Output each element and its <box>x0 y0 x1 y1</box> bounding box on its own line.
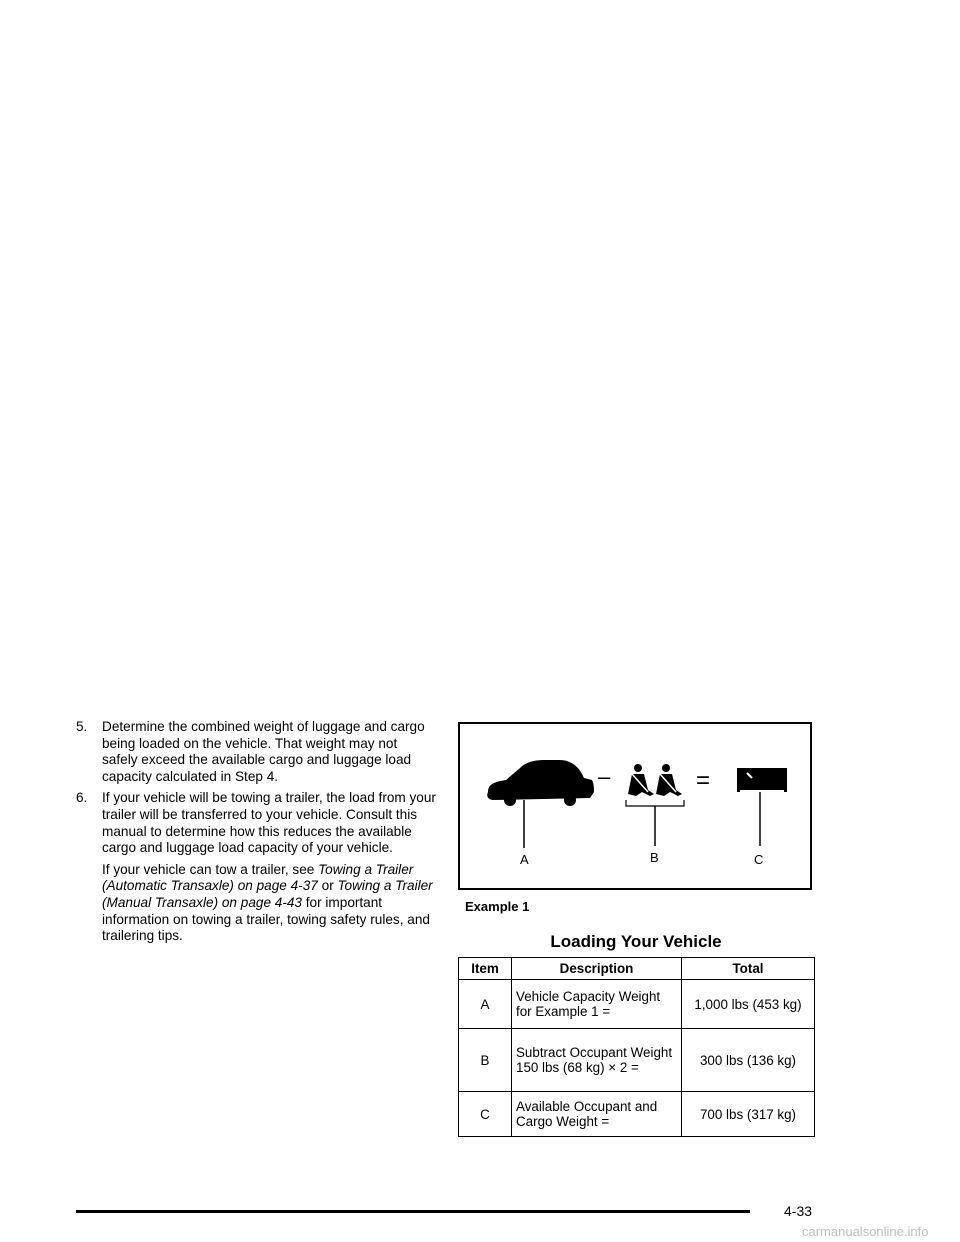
step-6 <box>76 790 436 944</box>
watermark: carmanualsonline.info <box>802 1224 929 1239</box>
page-number: 4-33 <box>784 1203 813 1219</box>
row-total: 700 lbs (317 kg) <box>682 1092 815 1137</box>
towing-intro-text: If your vehicle can tow a trailer, see <box>102 861 319 877</box>
table-row <box>459 1092 815 1137</box>
occupant-bracket <box>626 800 684 806</box>
row-item: B <box>459 1029 512 1092</box>
table-row <box>459 1029 815 1092</box>
step-text: If your vehicle will be towing a trailer, the load from your trailer will be transferred to your vehicle. Consult this manual to determine how this reduces the available cargo and luggage load capacity of your vehicle. <box>102 790 436 856</box>
label-b: B <box>650 850 659 865</box>
instruction-steps <box>76 719 436 950</box>
label-a: A <box>520 852 529 867</box>
cargo-icon <box>737 768 787 846</box>
row-item: C <box>459 1092 512 1137</box>
towing-end-text: for important information on towing a trailer, towing safety rules, and trailering tips. <box>102 894 430 944</box>
example-figure <box>458 722 812 890</box>
header-total: Total <box>682 958 815 980</box>
table-header-row <box>459 958 815 980</box>
row-description: Subtract Occupant Weight 150 lbs (68 kg) × 2 = <box>512 1029 682 1092</box>
step-text: Determine the combined weight of luggage and cargo being loaded on the vehicle. That weight may not safely exceed the available cargo and luggage load capacity calculated in Step 4. <box>102 719 425 784</box>
row-description: Vehicle Capacity Weight for Example 1 = <box>512 980 682 1029</box>
towing-or-text: or <box>317 878 338 894</box>
towing-automatic-link[interactable]: Towing a Trailer (Automatic Transaxle) on page 4-37 <box>102 861 414 894</box>
car-icon <box>487 760 594 848</box>
step-5 <box>76 719 436 785</box>
towing-reference-paragraph <box>102 862 436 945</box>
table-title: Loading Your Vehicle <box>550 932 722 951</box>
loading-diagram <box>460 724 810 888</box>
row-description: Available Occupant and Cargo Weight = <box>512 1092 682 1137</box>
row-item: A <box>459 980 512 1029</box>
occupant-icon <box>628 764 654 796</box>
header-item: Item <box>459 958 512 980</box>
step-number: 6. <box>76 790 88 806</box>
occupant-icon <box>656 764 682 796</box>
footer-rule <box>76 1210 750 1213</box>
row-total: 1,000 lbs (453 kg) <box>682 980 815 1029</box>
equals-sign: = <box>696 767 711 794</box>
label-c: C <box>754 852 764 867</box>
row-total: 300 lbs (136 kg) <box>682 1029 815 1092</box>
table-row <box>459 980 815 1029</box>
figure-caption: Example 1 <box>465 899 530 914</box>
minus-sign: – <box>598 764 611 789</box>
towing-manual-link[interactable]: Towing a Trailer (Manual Transaxle) on page 4-43 <box>102 878 433 910</box>
step-number: 5. <box>76 719 88 734</box>
header-description: Description <box>512 958 682 980</box>
loading-table <box>458 957 815 1137</box>
